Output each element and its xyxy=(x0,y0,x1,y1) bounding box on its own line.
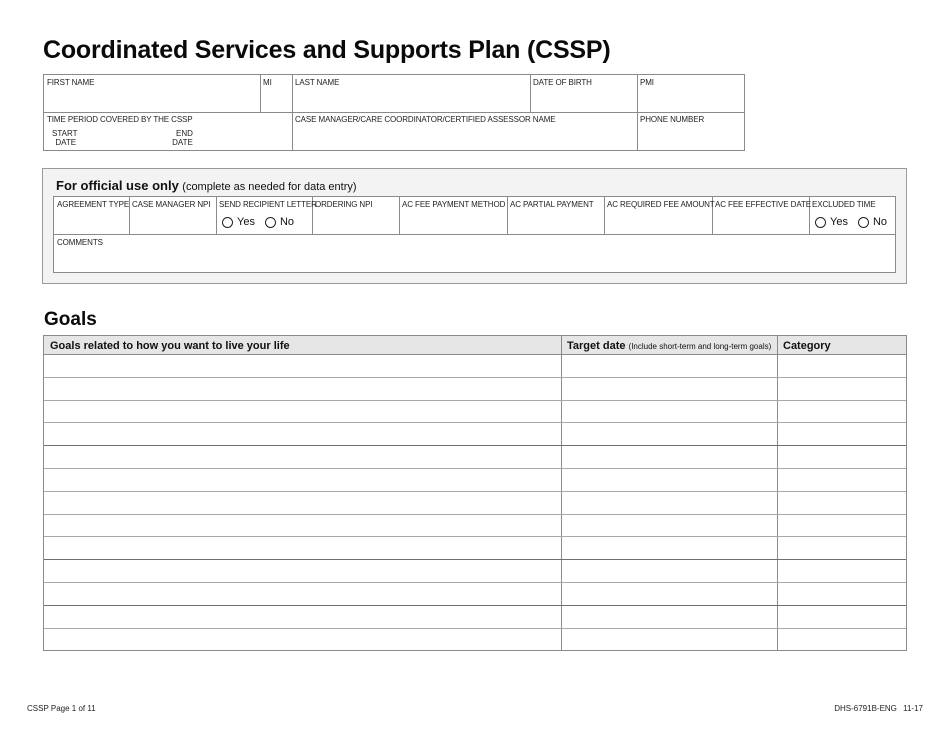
goal-row xyxy=(44,492,906,515)
goal-row xyxy=(44,583,906,606)
phone-number-field[interactable] xyxy=(637,112,744,150)
excluded-time-yes-radio[interactable] xyxy=(815,217,826,228)
goal-row xyxy=(44,606,906,629)
goal-cell[interactable] xyxy=(44,401,562,423)
official-use-title xyxy=(56,178,357,193)
end-label-line2: DATE xyxy=(172,138,193,147)
category-cell[interactable] xyxy=(777,423,906,445)
ac-partial-payment-label: AC PARTIAL PAYMENT xyxy=(510,200,594,209)
date-of-birth-label: DATE OF BIRTH xyxy=(533,78,592,87)
start-label-line2: DATE xyxy=(55,138,77,147)
case-manager-npi-field[interactable] xyxy=(129,197,217,235)
goal-cell[interactable] xyxy=(44,515,562,537)
pmi-field[interactable] xyxy=(637,75,744,113)
target-date-column-label: Target date xyxy=(567,340,626,352)
send-recipient-letter-field xyxy=(216,197,317,235)
category-column-label: Category xyxy=(783,340,831,352)
goal-cell[interactable] xyxy=(44,583,562,605)
goal-row xyxy=(44,537,906,560)
category-cell[interactable] xyxy=(777,515,906,537)
target-date-cell[interactable] xyxy=(561,629,778,652)
end-date-label xyxy=(172,129,193,147)
target-date-column-header xyxy=(561,336,778,355)
send-recipient-letter-options xyxy=(222,216,304,228)
target-date-cell[interactable] xyxy=(561,469,778,491)
excluded-time-label: EXCLUDED TIME xyxy=(812,200,876,209)
category-cell[interactable] xyxy=(777,560,906,582)
ac-fee-payment-method-field[interactable] xyxy=(399,197,508,235)
target-date-cell[interactable] xyxy=(561,446,778,468)
goal-row xyxy=(44,355,906,378)
category-cell[interactable] xyxy=(777,355,906,377)
category-column-header xyxy=(777,336,906,355)
ordering-npi-label: ORDERING NPI xyxy=(315,200,373,209)
pmi-label: PMI xyxy=(640,78,654,87)
goal-cell[interactable] xyxy=(44,629,562,652)
target-date-cell[interactable] xyxy=(561,560,778,582)
goal-row xyxy=(44,401,906,424)
agreement-type-field[interactable] xyxy=(54,197,130,235)
goals-column-header xyxy=(44,336,562,355)
case-manager-name-label: CASE MANAGER/CARE COORDINATOR/CERTIFIED ASSESSOR NAME xyxy=(295,115,556,124)
first-name-label: FIRST NAME xyxy=(47,78,95,87)
goal-cell[interactable] xyxy=(44,560,562,582)
goal-row xyxy=(44,378,906,401)
goal-cell[interactable] xyxy=(44,378,562,400)
ac-fee-payment-method-label: AC FEE PAYMENT METHOD xyxy=(402,200,506,209)
excluded-time-yes-label: Yes xyxy=(830,216,848,228)
excluded-time-no-radio[interactable] xyxy=(858,217,869,228)
ac-fee-effective-date-field[interactable] xyxy=(712,197,810,235)
target-date-cell[interactable] xyxy=(561,606,778,628)
target-date-cell[interactable] xyxy=(561,537,778,559)
category-cell[interactable] xyxy=(777,606,906,628)
category-cell[interactable] xyxy=(777,583,906,605)
target-date-note: (Include short-term and long-term goals) xyxy=(628,342,772,351)
category-cell[interactable] xyxy=(777,446,906,468)
ac-partial-payment-field[interactable] xyxy=(507,197,605,235)
excluded-time-field xyxy=(809,197,895,235)
goals-heading: Goals xyxy=(44,309,97,330)
case-manager-npi-label: CASE MANAGER NPI xyxy=(132,200,211,209)
date-of-birth-field[interactable] xyxy=(530,75,638,113)
category-cell[interactable] xyxy=(777,469,906,491)
goal-cell[interactable] xyxy=(44,537,562,559)
official-use-title-bold: For official use only xyxy=(56,178,179,193)
goals-column-label: Goals related to how you want to live your life xyxy=(50,340,290,352)
target-date-cell[interactable] xyxy=(561,401,778,423)
send-letter-yes-label: Yes xyxy=(237,216,255,228)
goals-table-header xyxy=(44,336,906,355)
start-date-label xyxy=(52,129,77,147)
goal-cell[interactable] xyxy=(44,355,562,377)
category-cell[interactable] xyxy=(777,492,906,514)
mi-label: MI xyxy=(263,78,272,87)
official-use-table xyxy=(53,196,896,273)
ac-required-fee-amount-field[interactable] xyxy=(604,197,713,235)
phone-number-label: PHONE NUMBER xyxy=(640,115,705,124)
target-date-cell[interactable] xyxy=(561,378,778,400)
goal-row xyxy=(44,515,906,538)
goal-row xyxy=(44,446,906,469)
goal-row xyxy=(44,423,906,446)
start-label-line1: START xyxy=(52,129,78,138)
category-cell[interactable] xyxy=(777,537,906,559)
target-date-cell[interactable] xyxy=(561,492,778,514)
category-cell[interactable] xyxy=(777,401,906,423)
last-name-field[interactable] xyxy=(292,75,531,113)
official-use-note: (complete as needed for data entry) xyxy=(182,181,357,193)
comments-field[interactable] xyxy=(54,235,895,272)
target-date-cell[interactable] xyxy=(561,515,778,537)
excluded-time-no-label: No xyxy=(872,216,888,228)
goal-cell[interactable] xyxy=(44,469,562,491)
first-name-field[interactable] xyxy=(44,75,261,113)
goal-cell[interactable] xyxy=(44,446,562,468)
time-period-field[interactable] xyxy=(44,112,293,150)
goal-cell[interactable] xyxy=(44,423,562,445)
goal-cell[interactable] xyxy=(44,606,562,628)
send-letter-yes-radio[interactable] xyxy=(222,217,233,228)
goal-row xyxy=(44,469,906,492)
ac-fee-effective-date-label: AC FEE EFFECTIVE DATE xyxy=(715,200,811,209)
send-recipient-letter-label: SEND RECIPIENT LETTER xyxy=(219,200,317,209)
last-name-label: LAST NAME xyxy=(295,78,340,87)
end-label-line1: END xyxy=(176,129,193,138)
page-number: CSSP Page 1 of 11 xyxy=(27,704,96,713)
target-date-cell[interactable] xyxy=(561,423,778,445)
goals-table xyxy=(43,335,907,651)
goal-row xyxy=(44,560,906,583)
category-cell[interactable] xyxy=(777,378,906,400)
form-id: DHS-6791B-ENG 11-17 xyxy=(834,704,923,713)
mi-field[interactable] xyxy=(260,75,293,113)
goal-row xyxy=(44,629,906,652)
excluded-time-options xyxy=(815,216,897,228)
send-letter-no-label: No xyxy=(279,216,295,228)
category-cell[interactable] xyxy=(777,629,906,652)
send-letter-no-radio[interactable] xyxy=(265,217,276,228)
ac-required-fee-amount-label: AC REQUIRED FEE AMOUNT xyxy=(607,200,715,209)
participant-info-table xyxy=(43,74,745,151)
target-date-cell[interactable] xyxy=(561,355,778,377)
agreement-type-label: AGREEMENT TYPE xyxy=(57,200,130,209)
page-title: Coordinated Services and Supports Plan (CSSP) xyxy=(43,36,611,64)
official-use-section xyxy=(42,168,907,284)
goal-cell[interactable] xyxy=(44,492,562,514)
case-manager-name-field[interactable] xyxy=(292,112,638,150)
target-date-cell[interactable] xyxy=(561,583,778,605)
ordering-npi-field[interactable] xyxy=(312,197,400,235)
comments-label: COMMENTS xyxy=(57,238,103,247)
time-period-label: TIME PERIOD COVERED BY THE CSSP xyxy=(47,115,193,124)
